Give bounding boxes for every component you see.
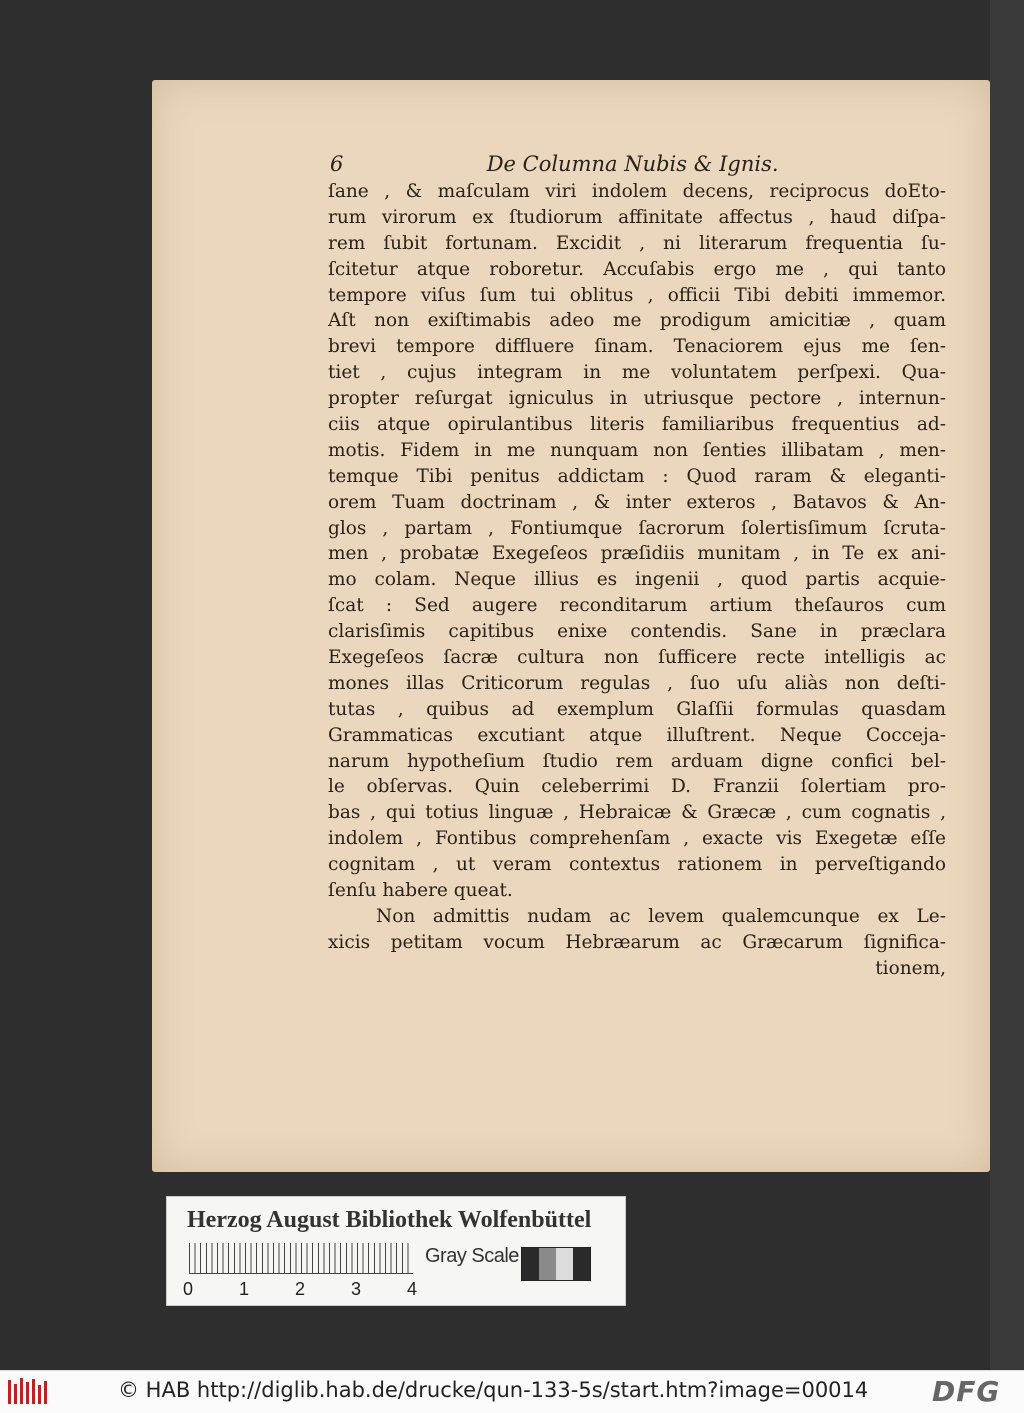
text-line: brevi tempore diffluere ſinam. Tenaciorem ejus me ſen- xyxy=(328,336,946,358)
running-title: De Columna Nubis & Ignis. xyxy=(486,152,779,176)
text-line: tiet , cujus integram in me voluntatem perſpexi. Qua- xyxy=(328,362,946,384)
text-line: temque Tibi penitus addictam : Quod raram & eleganti- xyxy=(328,465,946,487)
page-header xyxy=(330,152,950,176)
text-line: orem Tuam doctrinam , & inter exteros , Batavos & An- xyxy=(328,491,946,513)
ruler-digit: 1 xyxy=(239,1279,250,1299)
gray-scale-label: Gray Scale xyxy=(425,1245,519,1267)
text-line: clarisſimis capitibus enixe contendis. Sane in præclara xyxy=(328,621,946,643)
hab-logo-icon xyxy=(6,1376,50,1408)
text-line: cognitam , ut veram contextus rationem in perveſtigando xyxy=(328,854,946,876)
ruler-digit: 2 xyxy=(295,1279,306,1299)
text-line: Grammaticas excutiant atque illuſtrent. Neque Cocceja- xyxy=(328,724,946,746)
text-line: indolem , Fontibus comprehenſam , exacte vis Exegetæ eſſe xyxy=(328,828,946,850)
source-link[interactable]: © HAB http://diglib.hab.de/drucke/qun-133-5s/start.htm?image=00014 xyxy=(118,1378,869,1402)
gray-swatches xyxy=(521,1247,591,1281)
text-line: le obſervas. Quin celeberrimi D. Franzii ſolertiam pro- xyxy=(328,776,946,798)
text-line: tempore viſus ſum tui oblitus , officii Tibi debiti immemor. xyxy=(328,284,946,306)
text-line: propter reſurgat igniculus in utriusque pectore , internun- xyxy=(328,388,946,410)
text-line: mones illas Criticorum regulas , ſuo uſu aliàs non deſti- xyxy=(328,672,946,694)
ruler-digit: 4 xyxy=(407,1279,418,1299)
text-line: mo colam. Neque illius es ingenii , quod partis acquie- xyxy=(328,569,946,591)
ruler-digit: 0 xyxy=(183,1279,194,1299)
text-line: narum hypotheſium ſtudio rem arduam digne confici bel- xyxy=(328,750,946,772)
text-line: rum virorum ex ſtudiorum affinitate affectus , haud diſpa- xyxy=(328,206,946,228)
page-body-text xyxy=(328,179,946,982)
text-line: ſcitetur atque roboretur. Accuſabis ergo me , qui tanto xyxy=(328,258,946,280)
text-line: Non admittis nudam ac levem qualemcunque ex Le- xyxy=(376,905,946,927)
dfg-logo: DFG xyxy=(932,1375,1001,1408)
gray-swatch xyxy=(573,1248,590,1280)
text-line: tutas , quibus ad exemplum Glaſſii formulas quasdam xyxy=(328,698,946,720)
text-line: ſenſu habere queat. xyxy=(328,880,513,902)
page-number: 6 xyxy=(330,152,344,176)
text-line: Aſt non exiſtimabis adeo me prodigum amicitiæ , quam xyxy=(328,310,946,332)
catchword: tionem, xyxy=(875,957,946,979)
gray-swatch xyxy=(539,1248,556,1280)
ruler-digit: 3 xyxy=(351,1279,362,1299)
gray-swatch xyxy=(522,1248,539,1280)
text-line: men , probatæ Exegeſeos præſidiis munitam , in Te ex ani- xyxy=(328,543,946,565)
text-line: xicis petitam vocum Hebræarum ac Græcarum ſignifica- xyxy=(328,931,946,953)
text-line: motis. Fidem in me nunquam non ſenties illibatam , men- xyxy=(328,439,946,461)
text-line: ciis atque opirulantibus literis familiaribus frequentius ad- xyxy=(328,414,946,436)
gray-swatch xyxy=(556,1248,573,1280)
text-line: glos , partam , Fontiumque ſacrorum ſolertisſimum ſcruta- xyxy=(328,517,946,539)
text-line: ſcat : Sed augere reconditarum artium theſauros cum xyxy=(328,595,946,617)
book-edge-strip xyxy=(990,0,1024,1370)
library-name: Herzog August Bibliothek Wolfenbüttel xyxy=(187,1207,592,1233)
text-line: bas , qui totius linguæ , Hebraicæ & Græcæ , cum cognatis , xyxy=(328,802,946,824)
text-line: Exegeſeos ſacræ cultura non ſufficere recte intelligis ac xyxy=(328,647,946,669)
text-line: rem ſubit fortunam. Excidit , ni literarum frequentia ſu- xyxy=(328,232,946,254)
ruler xyxy=(189,1243,413,1274)
text-line: ſane , & maſculam viri indolem decens, reciprocus doEto- xyxy=(328,181,946,202)
footer-bar xyxy=(0,1370,1024,1413)
color-scale-card xyxy=(166,1196,626,1306)
